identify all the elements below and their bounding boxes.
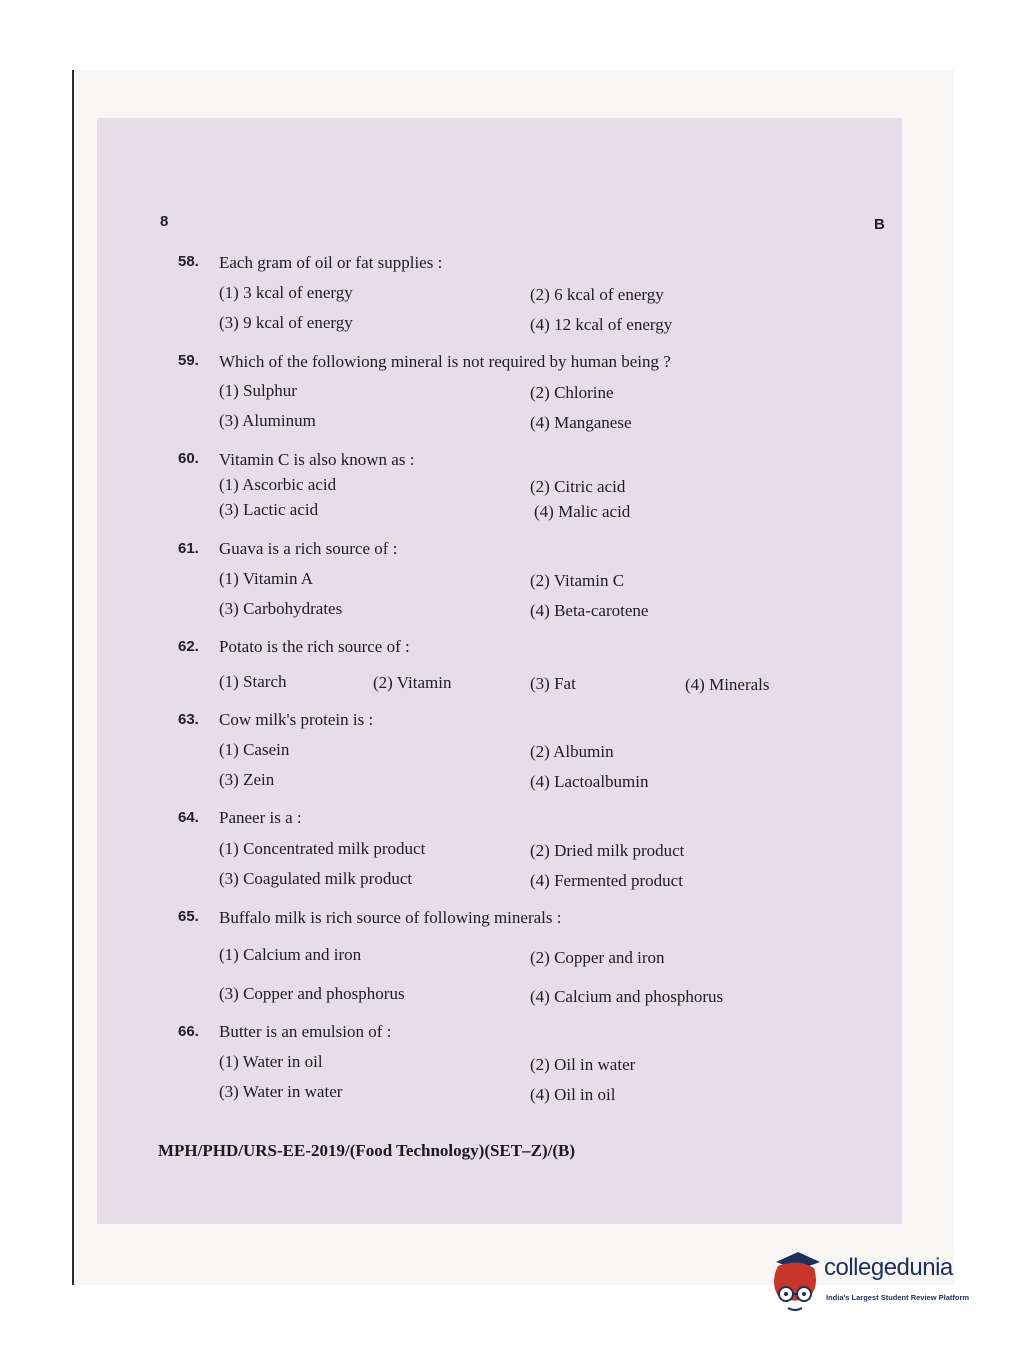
question-text: Butter is an emulsion of :: [219, 1022, 392, 1041]
set-letter: B: [874, 216, 885, 233]
option-2: (2) Copper and iron: [530, 948, 665, 967]
option-3: (3) Fat: [530, 674, 576, 693]
option-3: (3) Aluminum: [219, 411, 316, 430]
question-number: 61.: [178, 540, 199, 557]
brand-tagline: India's Largest Student Review Platform: [826, 1293, 970, 1302]
paper-code-footer: MPH/PHD/URS-EE-2019/(Food Technology)(SET–Z)/(B): [158, 1141, 575, 1160]
option-2: (2) Chlorine: [530, 383, 614, 402]
question-number: 63.: [178, 711, 199, 728]
option-1: (1) Sulphur: [219, 381, 297, 400]
question-number: 58.: [178, 253, 199, 270]
question-text: Guava is a rich source of :: [219, 539, 398, 558]
question-number: 59.: [178, 352, 199, 369]
option-3: (3) Carbohydrates: [219, 599, 343, 618]
option-1: (1) Water in oil: [219, 1052, 323, 1071]
question-number: 65.: [178, 908, 199, 925]
option-1: (1) Concentrated milk product: [219, 839, 426, 858]
option-2: (2) Vitamin C: [530, 571, 625, 590]
option-3: (3) Coagulated milk product: [219, 869, 413, 888]
option-4: (4) 12 kcal of energy: [530, 315, 673, 334]
question-text: Cow milk's protein is :: [219, 710, 374, 729]
option-4: (4) Beta-carotene: [530, 601, 649, 620]
option-3: (3) Zein: [219, 770, 275, 789]
option-1: (1) Casein: [219, 740, 290, 759]
option-1: (1) Calcium and iron: [219, 945, 362, 964]
option-2: (2) Albumin: [530, 742, 614, 761]
page-number: 8: [160, 213, 169, 230]
question-number: 64.: [178, 809, 199, 826]
brand-name: collegedunia: [824, 1254, 953, 1281]
option-4: (4) Manganese: [530, 413, 632, 432]
option-4: (4) Oil in oil: [530, 1085, 616, 1104]
question-number: 66.: [178, 1023, 199, 1040]
option-1: (1) 3 kcal of energy: [219, 283, 353, 302]
question-text: Each gram of oil or fat supplies :: [219, 253, 443, 272]
option-4: (4) Minerals: [685, 675, 770, 694]
question-text: Paneer is a :: [219, 808, 302, 827]
option-1: (1) Ascorbic acid: [219, 475, 337, 494]
graduate-mascot-icon: [768, 1248, 826, 1314]
option-2: (2) 6 kcal of energy: [530, 285, 664, 304]
option-4: (4) Lactoalbumin: [530, 772, 649, 791]
option-4: (4) Calcium and phosphorus: [530, 987, 724, 1006]
question-text: Which of the followiong mineral is not required by human being ?: [219, 352, 671, 371]
option-2: (2) Dried milk product: [530, 841, 685, 860]
exam-sheet: [97, 118, 902, 1224]
option-2: (2) Vitamin: [373, 673, 452, 692]
option-4: (4) Fermented product: [530, 871, 683, 890]
option-1: (1) Vitamin A: [219, 569, 314, 588]
question-number: 62.: [178, 638, 199, 655]
collegedunia-watermark: [768, 1248, 1008, 1314]
question-number: 60.: [178, 450, 199, 467]
option-3: (3) Lactic acid: [219, 500, 319, 519]
question-text: Potato is the rich source of :: [219, 637, 410, 656]
option-3: (3) Water in water: [219, 1082, 343, 1101]
option-1: (1) Starch: [219, 672, 287, 691]
option-3: (3) 9 kcal of energy: [219, 313, 353, 332]
option-2: (2) Oil in water: [530, 1055, 636, 1074]
option-3: (3) Copper and phosphorus: [219, 984, 405, 1003]
question-text: Vitamin C is also known as :: [219, 450, 415, 469]
option-2: (2) Citric acid: [530, 477, 626, 496]
question-text: Buffalo milk is rich source of following minerals :: [219, 908, 562, 927]
option-4: (4) Malic acid: [534, 502, 631, 521]
